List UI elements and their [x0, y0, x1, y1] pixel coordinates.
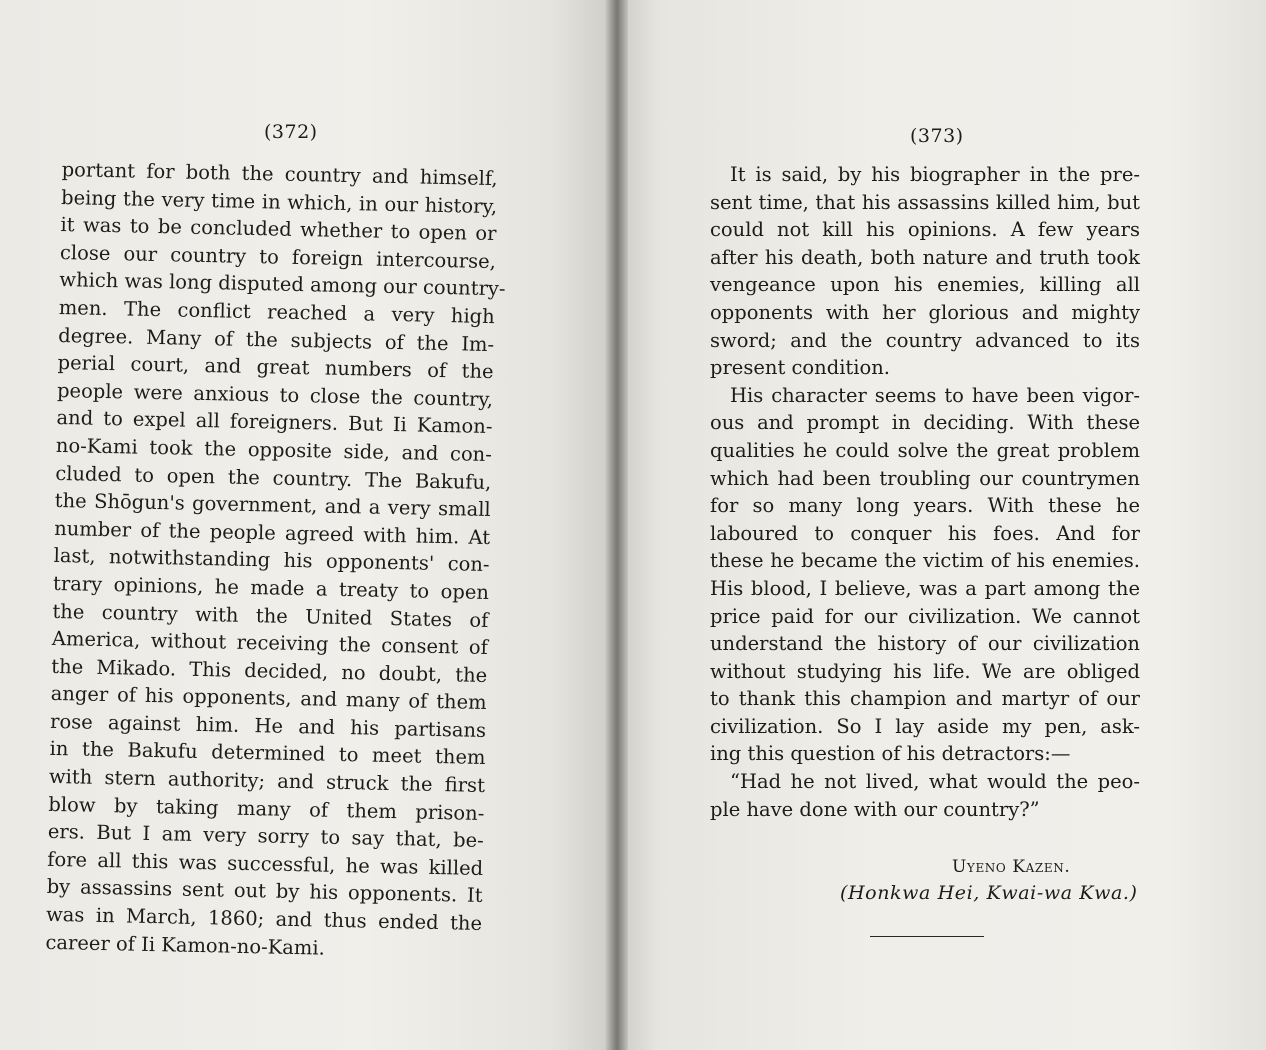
text-line: price paid for our civilization. We cannot: [710, 604, 1140, 628]
text-line: which was long disputed among our country-: [59, 268, 506, 301]
text-line: it was to be concluded whether to open or: [60, 213, 497, 246]
text-line: It is said, by his biographer in the pre-: [730, 163, 1140, 186]
text-line: fore all this was successful, he was killed: [47, 847, 484, 880]
text-line: which had been troubling our countrymen: [710, 466, 1140, 490]
page-number-right: (373): [910, 125, 964, 147]
text-line: degree. Many of the subjects of the Im-: [58, 323, 495, 356]
text-line: the Mikado. This decided, no doubt, the: [51, 654, 488, 687]
text-line: in the Bakufu determined to meet them: [49, 737, 486, 770]
text-line: present condition.: [710, 356, 890, 380]
text-line: by assassins sent out by his opponents. It: [46, 875, 483, 908]
right-page-body: [710, 161, 1140, 823]
text-line: people were anxious to close the country,: [56, 378, 494, 411]
text-line: qualities he could solve the great problem: [710, 438, 1140, 462]
text-line: men. The conflict reached a very high: [58, 295, 495, 329]
text-line: opponents with her glorious and mighty: [710, 300, 1140, 324]
closing-rule: [870, 936, 984, 937]
text-line: for so many long years. With these he: [710, 494, 1140, 518]
book-gutter: [604, 0, 628, 1050]
text-line: vengeance upon his enemies, killing all: [710, 273, 1140, 297]
text-line: America, without receiving the consent of: [51, 626, 489, 660]
text-line: without studying his life. We are obliged: [710, 659, 1140, 683]
left-page-body: [45, 156, 506, 965]
text-line: with stern authority; and struck the first: [48, 764, 486, 798]
text-line: could not kill his opinions. A few years: [710, 218, 1140, 242]
text-line: no-Kami took the opposite side, and con-: [55, 433, 493, 467]
text-line: career of Ii Kamon-no-Kami.: [45, 930, 326, 960]
text-line: sword; and the country advanced to its: [710, 328, 1140, 352]
text-line: being the very time in which, in our history,: [60, 185, 498, 218]
text-line: ing this question of his detractors:—: [710, 742, 1071, 766]
text-line: ple have done with our country?”: [710, 797, 1040, 821]
left-page: [0, 0, 612, 1050]
text-line: ers. But I am very sorry to say that, be-: [47, 820, 484, 853]
author-signature: Uyeno Kazen.: [952, 857, 1071, 877]
text-line: to thank this champion and martyr of our: [710, 687, 1140, 711]
text-line: last, notwithstanding his opponents' con-: [53, 544, 490, 577]
text-line: perial court, and great numbers of the: [57, 351, 494, 384]
text-line: was in March, 1860; and thus ended the: [45, 902, 483, 935]
text-line: blow by taking many of them prison-: [48, 792, 485, 825]
text-line: anger of his opponents, and many of them: [50, 682, 487, 715]
text-line: trary opinions, he made a treaty to open: [52, 571, 490, 604]
text-line: His blood, I believe, was a part among the: [710, 576, 1140, 600]
text-line: and to expel all foreigners. But Ii Kamon-: [56, 406, 493, 439]
text-line: civilization. So I lay aside my pen, ask-: [710, 714, 1140, 738]
text-line: understand the history of our civilization: [710, 632, 1140, 656]
page-number-left: (372): [264, 121, 318, 143]
text-line: the country with the United States of: [52, 599, 489, 632]
text-line: the Shōgun's government, and a very small: [54, 489, 491, 522]
text-line: ous and prompt in deciding. With these: [710, 411, 1140, 435]
text-line: rose against him. He and his partisans: [49, 709, 487, 742]
text-line: cluded to open the country. The Bakufu,: [55, 461, 492, 494]
right-page: [620, 0, 1266, 1050]
source-citation: (Honkwa Hei, Kwai-wa Kwa.): [840, 882, 1138, 904]
text-line: close our country to foreign intercourse,: [59, 240, 497, 273]
text-line: His character seems to have been vigor-: [730, 383, 1140, 407]
text-line: “Had he not lived, what would the peo-: [730, 770, 1140, 794]
text-line: after his death, both nature and truth took: [710, 245, 1140, 269]
text-line: these he became the victim of his enemies.: [710, 549, 1140, 573]
text-line: number of the people agreed with him. At: [53, 516, 491, 549]
text-line: sent time, that his assassins killed him, but: [710, 190, 1140, 214]
text-line: laboured to conquer his foes. And for: [710, 521, 1140, 545]
text-line: portant for both the country and himself,: [61, 157, 498, 191]
